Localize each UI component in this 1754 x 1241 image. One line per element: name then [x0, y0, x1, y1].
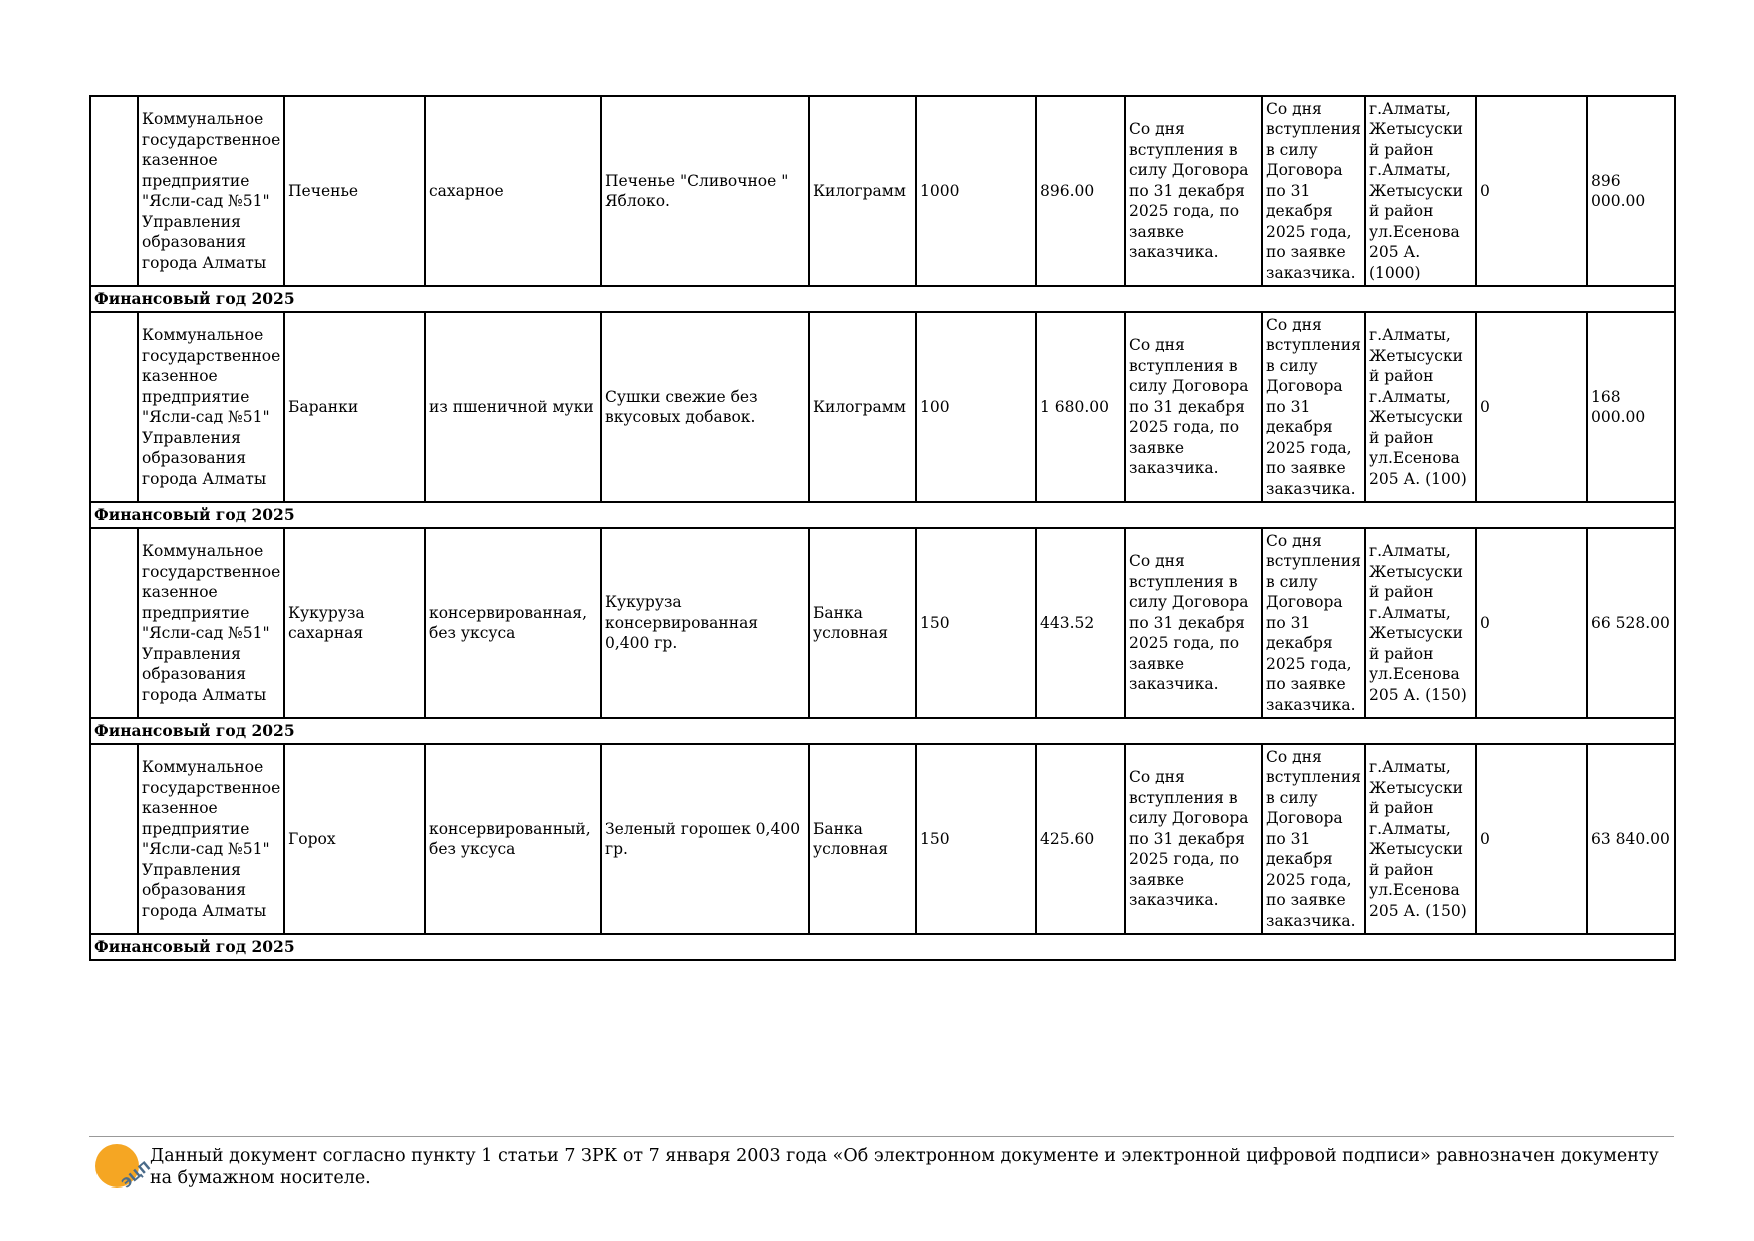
- financial-year-label: Финансовый год 2025: [90, 286, 1675, 312]
- delivery-term-cell: Со дня вступления в силу Договора по 31 декабря 2025 года, по заявке заказчика.: [1125, 96, 1262, 286]
- delivery-term-alt-cell: Со дня вступления в силу Договора по 31 декабря 2025 года, по заявке заказчика.: [1262, 96, 1365, 286]
- unit-cell: Килограмм: [809, 96, 916, 286]
- row-number-cell: [90, 744, 138, 934]
- financial-year-label: Финансовый год 2025: [90, 718, 1675, 744]
- total-sum-cell: 63 840.00: [1587, 744, 1675, 934]
- total-sum-cell: 168 000.00: [1587, 312, 1675, 502]
- financial-year-label: Финансовый год 2025: [90, 934, 1675, 960]
- customer-cell: Коммунальное государственное казенное предприятие "Ясли-сад №51" Управления образования города Алматы: [138, 312, 284, 502]
- quantity-cell: 100: [916, 312, 1036, 502]
- table-row: [90, 96, 1675, 286]
- item-name-cell: Печенье: [284, 96, 425, 286]
- financial-year-row: [90, 934, 1675, 960]
- svg-text:ЭЦП: ЭЦП: [119, 1159, 154, 1192]
- advance-cell: 0: [1476, 96, 1587, 286]
- delivery-place-cell: г.Алматы, Жетысуский район г.Алматы, Жетысуский район ул.Есенова 205 А. (150): [1365, 528, 1476, 718]
- delivery-term-cell: Со дня вступления в силу Договора по 31 декабря 2025 года, по заявке заказчика.: [1125, 744, 1262, 934]
- financial-year-row: [90, 286, 1675, 312]
- quantity-cell: 150: [916, 528, 1036, 718]
- price-cell: 1 680.00: [1036, 312, 1125, 502]
- procurement-table-page: [89, 95, 1674, 961]
- financial-year-row: [90, 718, 1675, 744]
- customer-cell: Коммунальное государственное казенное предприятие "Ясли-сад №51" Управления образования города Алматы: [138, 744, 284, 934]
- delivery-term-alt-cell: Со дня вступления в силу Договора по 31 декабря 2025 года, по заявке заказчика.: [1262, 744, 1365, 934]
- row-number-cell: [90, 528, 138, 718]
- financial-year-row: [90, 502, 1675, 528]
- price-cell: 896.00: [1036, 96, 1125, 286]
- customer-cell: Коммунальное государственное казенное предприятие "Ясли-сад №51" Управления образования города Алматы: [138, 528, 284, 718]
- footer-legal-notice: Данный документ согласно пункту 1 статьи 7 ЗРК от 7 января 2003 года «Об электронном документе и электронной цифровой подписи» равнозначен документу на бумажном носителе.: [150, 1146, 1659, 1188]
- unit-cell: Банка условная: [809, 528, 916, 718]
- table-row: [90, 744, 1675, 934]
- delivery-place-cell: г.Алматы, Жетысуский район г.Алматы, Жетысуский район ул.Есенова 205 А. (100): [1365, 312, 1476, 502]
- price-cell: 443.52: [1036, 528, 1125, 718]
- procurement-table: [89, 95, 1676, 961]
- quantity-cell: 150: [916, 744, 1036, 934]
- customer-cell: Коммунальное государственное казенное предприятие "Ясли-сад №51" Управления образования города Алматы: [138, 96, 284, 286]
- description-cell: Печенье "Сливочное " Яблоко.: [601, 96, 809, 286]
- total-sum-cell: 896 000.00: [1587, 96, 1675, 286]
- characteristic-cell: из пшеничной муки: [425, 312, 601, 502]
- delivery-term-alt-cell: Со дня вступления в силу Договора по 31 декабря 2025 года, по заявке заказчика.: [1262, 528, 1365, 718]
- delivery-term-cell: Со дня вступления в силу Договора по 31 декабря 2025 года, по заявке заказчика.: [1125, 528, 1262, 718]
- advance-cell: 0: [1476, 312, 1587, 502]
- advance-cell: 0: [1476, 744, 1587, 934]
- price-cell: 425.60: [1036, 744, 1125, 934]
- row-number-cell: [90, 96, 138, 286]
- item-name-cell: Горох: [284, 744, 425, 934]
- quantity-cell: 1000: [916, 96, 1036, 286]
- table-row: [90, 528, 1675, 718]
- characteristic-cell: сахарное: [425, 96, 601, 286]
- unit-cell: Банка условная: [809, 744, 916, 934]
- characteristic-cell: консервированная, без уксуса: [425, 528, 601, 718]
- item-name-cell: Кукуруза сахарная: [284, 528, 425, 718]
- document-footer: [89, 1136, 1674, 1192]
- characteristic-cell: консервированный, без уксуса: [425, 744, 601, 934]
- row-number-cell: [90, 312, 138, 502]
- description-cell: Сушки свежие без вкусовых добавок.: [601, 312, 809, 502]
- delivery-place-cell: г.Алматы, Жетысуский район г.Алматы, Жетысуский район ул.Есенова 205 А. (150): [1365, 744, 1476, 934]
- delivery-term-alt-cell: Со дня вступления в силу Договора по 31 декабря 2025 года, по заявке заказчика.: [1262, 312, 1365, 502]
- description-cell: Кукуруза консервированная 0,400 гр.: [601, 528, 809, 718]
- item-name-cell: Баранки: [284, 312, 425, 502]
- unit-cell: Килограмм: [809, 312, 916, 502]
- advance-cell: 0: [1476, 528, 1587, 718]
- description-cell: Зеленый горошек 0,400 гр.: [601, 744, 809, 934]
- e-signature-stamp-icon: [93, 1143, 154, 1193]
- table-row: [90, 312, 1675, 502]
- financial-year-label: Финансовый год 2025: [90, 502, 1675, 528]
- delivery-place-cell: г.Алматы, Жетысуский район г.Алматы, Жетысуский район ул.Есенова 205 А. (1000): [1365, 96, 1476, 286]
- delivery-term-cell: Со дня вступления в силу Договора по 31 декабря 2025 года, по заявке заказчика.: [1125, 312, 1262, 502]
- total-sum-cell: 66 528.00: [1587, 528, 1675, 718]
